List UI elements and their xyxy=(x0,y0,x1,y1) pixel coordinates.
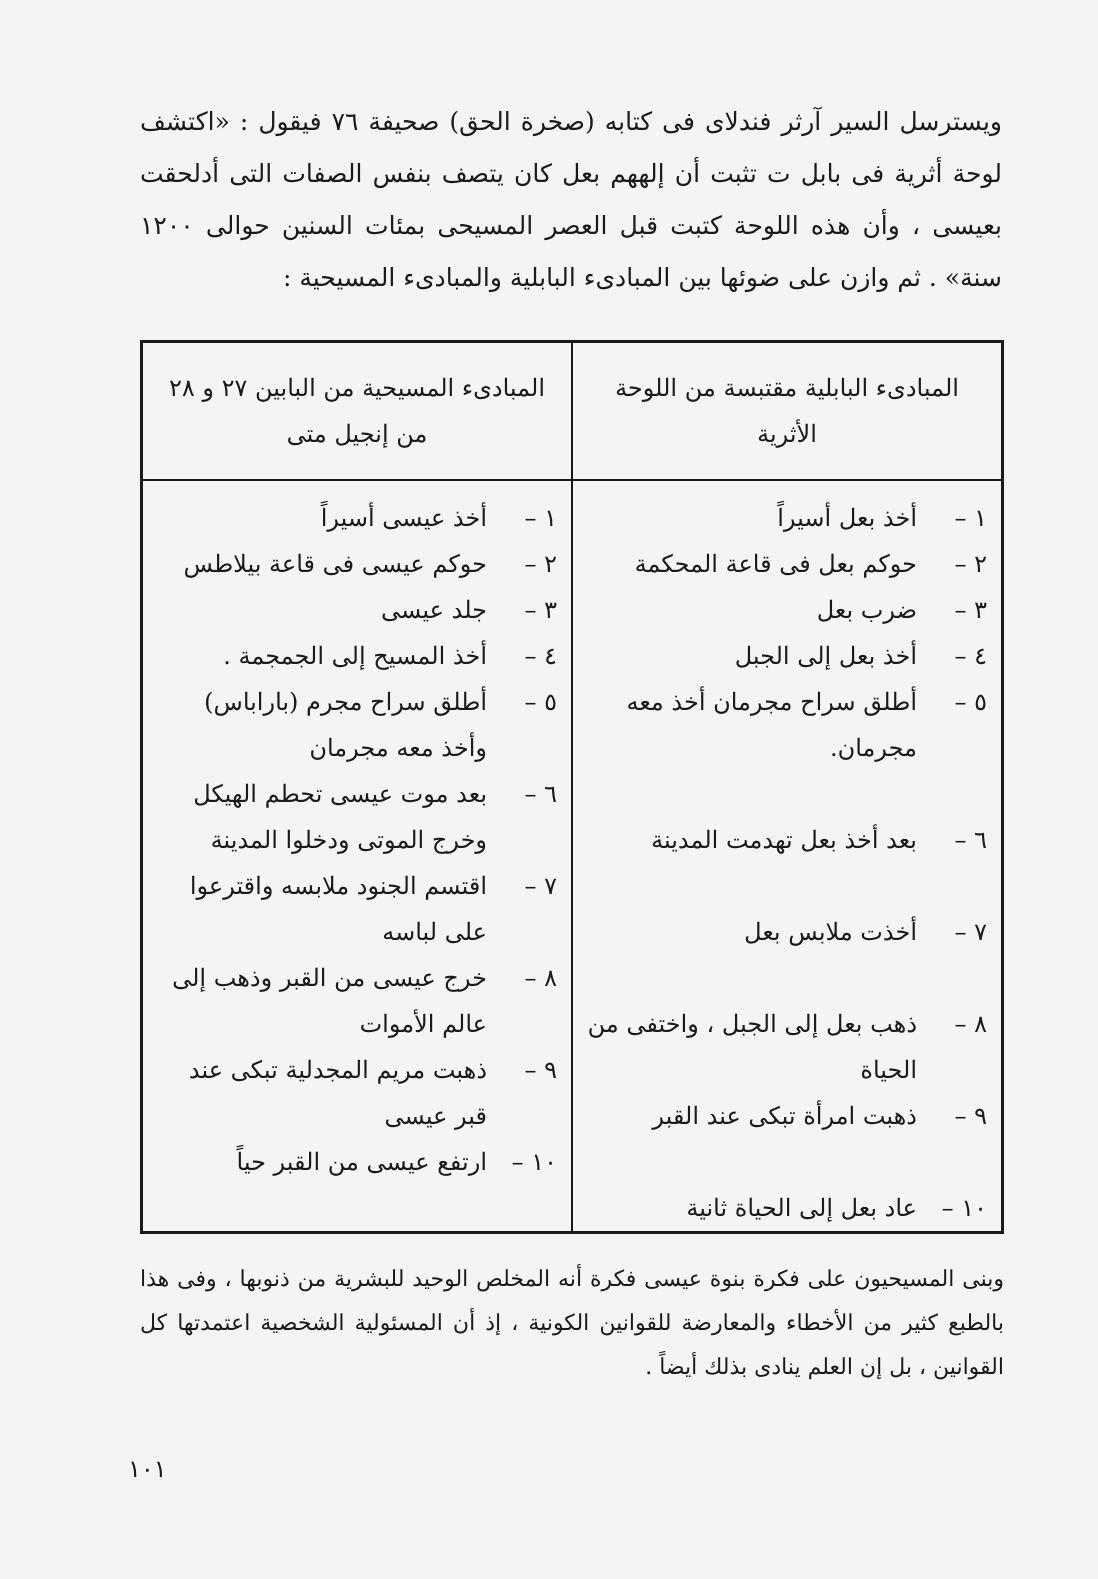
item-text: بعد موت عيسى تحطم الهيكل وخرج الموتى ودخلوا المدينة xyxy=(193,780,487,854)
item-text: أخذ عيسى أسيراً xyxy=(320,504,487,532)
item-number: ٥ – xyxy=(954,688,987,716)
item-text: ضرب بعل xyxy=(816,596,917,624)
item-text: حوكم بعل فى قاعة المحكمة xyxy=(634,550,917,578)
babylonian-item xyxy=(587,1001,987,1093)
item-text: ذهبت امرأة تبكى عند القبر xyxy=(652,1102,917,1130)
item-number: ٢ – xyxy=(954,550,987,578)
item-text: عاد بعل إلى الحياة ثانية xyxy=(686,1194,917,1222)
item-text: جلد عيسى xyxy=(381,596,487,624)
closing-paragraph xyxy=(140,1258,1004,1390)
christian-item xyxy=(157,1047,557,1139)
item-number: ٦ – xyxy=(524,780,557,808)
table-header-row xyxy=(142,342,1003,481)
item-number: ٢ – xyxy=(524,550,557,578)
babylonian-item xyxy=(587,633,987,679)
item-number: ٤ – xyxy=(524,642,557,670)
item-text: حوكم عيسى فى قاعة بيلاطس xyxy=(183,550,487,578)
item-text: أخذ بعل أسيراً xyxy=(777,504,917,532)
header-babylonian: المبادىء البابلية مقتبسة من اللوحة الأثرية xyxy=(572,342,1003,481)
item-number: ١٠ – xyxy=(511,1148,557,1176)
item-number: ٤ – xyxy=(954,642,987,670)
item-number: ١٠ – xyxy=(941,1194,987,1222)
page-number: ١٠١ xyxy=(128,1455,167,1483)
item-number: ٦ – xyxy=(954,826,987,854)
item-text: أخذت ملابس بعل xyxy=(744,918,917,946)
christian-item xyxy=(157,1139,557,1185)
item-number: ١ – xyxy=(524,504,557,532)
christian-item xyxy=(157,863,557,955)
item-text: اقتسم الجنود ملابسه واقترعوا على لباسه xyxy=(189,872,487,946)
comparison-table xyxy=(140,340,1004,1234)
item-number: ٨ – xyxy=(954,1010,987,1038)
babylonian-item xyxy=(587,587,987,633)
babylonian-item xyxy=(587,679,987,771)
item-number: ٣ – xyxy=(524,596,557,624)
christian-item xyxy=(157,955,557,1047)
item-text: أطلق سراح مجرمان أخذ معه مجرمان. xyxy=(626,688,917,762)
item-number: ٨ – xyxy=(524,964,557,992)
christian-item xyxy=(157,633,557,679)
table-body-row xyxy=(142,480,1003,1233)
christian-item xyxy=(157,679,557,771)
christian-item xyxy=(157,587,557,633)
item-number: ١ – xyxy=(954,504,987,532)
intro-paragraph xyxy=(140,96,1002,304)
item-number: ٥ – xyxy=(524,688,557,716)
babylonian-column xyxy=(572,480,1003,1233)
item-number: ٧ – xyxy=(524,872,557,900)
christian-column xyxy=(142,480,573,1233)
christian-item xyxy=(157,771,557,863)
item-number: ٣ – xyxy=(954,596,987,624)
item-text: بعد أخذ بعل تهدمت المدينة xyxy=(651,826,917,854)
intro-text: ويسترسل السير آرثر فندلاى فى كتابه (صخرة الحق) صحيفة ٧٦ فيقول : «اكتشف لوحة أثرية فى بابل ت تثبت أن إلههم بعل كان يتصف بنفس الصفات التى أدلحقت بعيسى ، وأن هذه اللوحة كتبت قبل العصر المسيحى بمئات السنين حوالى ١٢٠٠ سنة» . ثم وازن على ضوئها بين المبادىء البابلية والمبادىء المسيحية : xyxy=(140,107,1002,292)
item-text: أخذ بعل إلى الجبل xyxy=(734,642,917,670)
babylonian-item xyxy=(587,1185,987,1231)
babylonian-item xyxy=(587,817,987,863)
item-text: أخذ المسيح إلى الجمجمة . xyxy=(223,642,487,670)
item-number: ٩ – xyxy=(524,1056,557,1084)
item-text: أطلق سراح مجرم (باراباس) وأخذ معه مجرمان xyxy=(204,688,487,762)
babylonian-item xyxy=(587,909,987,955)
christian-item xyxy=(157,541,557,587)
item-text: ارتفع عيسى من القبر حياً xyxy=(236,1148,487,1176)
header-christian: المبادىء المسيحية من البابين ٢٧ و ٢٨ من إنجيل متى xyxy=(142,342,573,481)
babylonian-item xyxy=(587,1093,987,1139)
christian-item xyxy=(157,495,557,541)
item-number: ٩ – xyxy=(954,1102,987,1130)
closing-text: وبنى المسيحيون على فكرة بنوة عيسى فكرة أنه المخلص الوحيد للبشرية من ذنوبها ، وفى هذا بالطبع كثير من الأخطاء والمعارضة للقوانين الكونية ، إذ أن المسئولية الشخصية اعتمدتها كل القوانين ، بل إن العلم ينادى بذلك أيضاً . xyxy=(140,1267,1004,1380)
item-text: ذهب بعل إلى الجبل ، واختفى من الحياة xyxy=(587,1010,917,1084)
item-text: خرج عيسى من القبر وذهب إلى عالم الأموات xyxy=(172,964,487,1038)
item-text: ذهبت مريم المجدلية تبكى عند قبر عيسى xyxy=(188,1056,487,1130)
babylonian-item xyxy=(587,495,987,541)
babylonian-item xyxy=(587,541,987,587)
item-number: ٧ – xyxy=(954,918,987,946)
